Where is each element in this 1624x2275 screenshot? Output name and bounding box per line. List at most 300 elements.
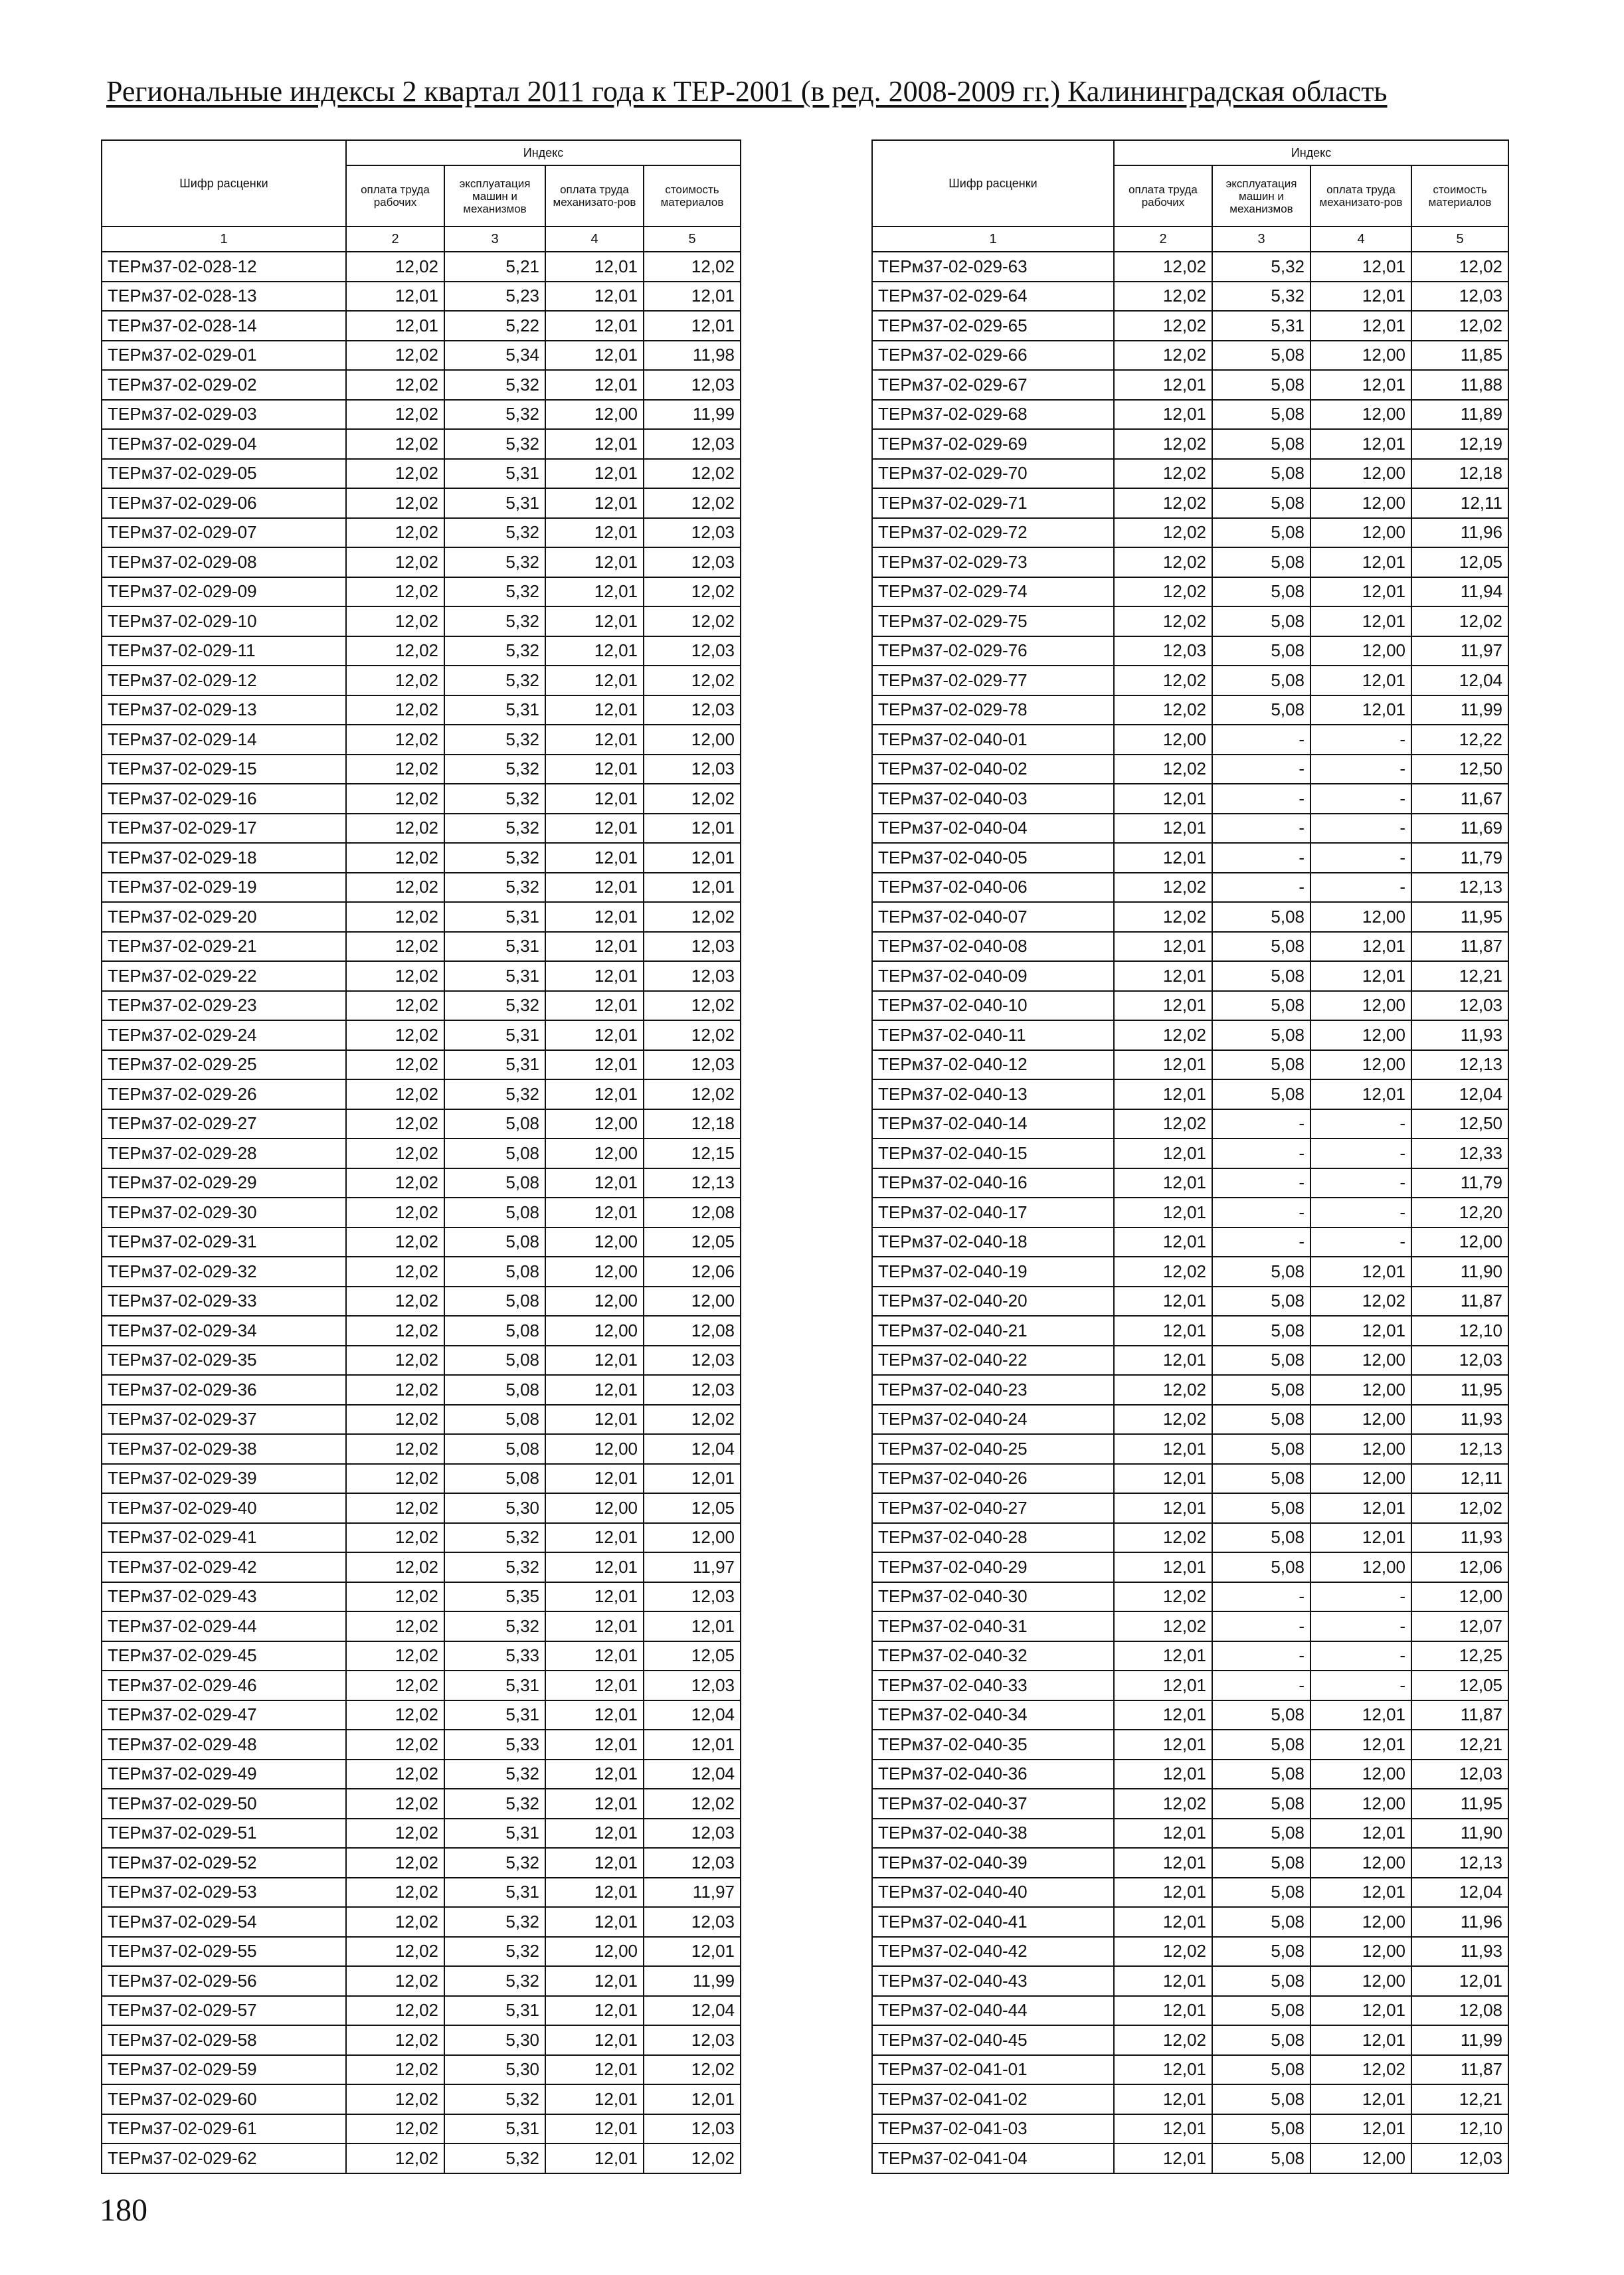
materials-index-cell: 11,87 [1411,2055,1508,2085]
index-table-left [101,139,741,2174]
operators-index-cell: 12,02 [1310,1287,1411,1317]
labor-index-cell: 12,01 [1114,1760,1212,1789]
labor-index-cell: 12,01 [1114,932,1212,962]
labor-index-cell: 12,02 [346,459,444,489]
materials-index-cell: 12,13 [1411,873,1508,903]
table-row [872,459,1508,489]
machines-index-cell: 5,08 [1212,1878,1310,1908]
table-row [102,2025,741,2055]
materials-index-cell: 12,01 [644,814,741,844]
labor-index-cell: 12,02 [346,341,444,371]
column-number: 2 [346,227,444,252]
materials-index-cell: 11,96 [1411,1907,1508,1937]
rate-code-cell: ТЕРм37-02-040-37 [872,1789,1114,1819]
operators-index-cell: 12,01 [1310,1079,1411,1109]
table-row [102,1020,741,1050]
materials-index-cell: 11,95 [1411,1789,1508,1819]
table-row [102,1346,741,1376]
rate-code-cell: ТЕРм37-02-029-40 [102,1493,346,1523]
rate-code-cell: ТЕРм37-02-029-54 [102,1907,346,1937]
operators-index-cell: 12,01 [1310,961,1411,991]
rate-code-cell: ТЕРм37-02-029-45 [102,1641,346,1671]
machines-index-cell: 5,08 [1212,1346,1310,1376]
machines-index-cell: 5,31 [444,459,545,489]
operators-index-cell: 12,00 [1310,1346,1411,1376]
table-row [872,636,1508,666]
labor-index-cell: 12,02 [1114,341,1212,371]
materials-index-cell: 11,90 [1411,1257,1508,1287]
materials-index-cell: 12,01 [644,2084,741,2114]
machines-index-cell: - [1212,843,1310,873]
operators-index-cell: - [1310,1198,1411,1228]
machines-index-cell: 5,31 [1212,311,1310,341]
rate-code-cell: ТЕРм37-02-040-07 [872,902,1114,932]
table-row [102,518,741,548]
labor-index-cell: 12,02 [1114,1257,1212,1287]
labor-index-cell: 12,02 [1114,1020,1212,1050]
materials-index-cell: 12,02 [1411,311,1508,341]
labor-index-cell: 12,02 [346,1020,444,1050]
rate-code-cell: ТЕРм37-02-040-45 [872,2025,1114,2055]
materials-index-cell: 12,50 [1411,1109,1508,1139]
operators-index-cell: 12,01 [1310,1257,1411,1287]
machines-index-cell: - [1212,784,1310,814]
operators-index-cell: 12,01 [545,1700,644,1730]
table-row [102,547,741,577]
table-row [102,784,741,814]
table-row [102,1079,741,1109]
machines-index-cell: 5,32 [444,1523,545,1553]
machines-column-header: эксплуатация машин и механизмов [444,165,545,227]
operators-index-cell: 12,00 [1310,1375,1411,1405]
materials-index-cell: 12,03 [644,932,741,962]
operators-index-cell: 12,01 [545,873,644,903]
code-column-header: Шифр расценки [872,140,1114,227]
index-group-header: Индекс [1114,140,1508,165]
labor-index-cell: 12,01 [1114,1493,1212,1523]
materials-index-cell: 12,05 [644,1641,741,1671]
table-row [872,1966,1508,1996]
machines-index-cell: 5,08 [1212,666,1310,695]
materials-index-cell: 11,79 [1411,843,1508,873]
table-row [872,1287,1508,1317]
machines-index-cell: 5,32 [444,1079,545,1109]
rate-code-cell: ТЕРм37-02-029-67 [872,370,1114,400]
rate-code-cell: ТЕРм37-02-029-71 [872,488,1114,518]
materials-index-cell: 12,02 [644,2143,741,2173]
machines-index-cell: 5,32 [444,1760,545,1789]
rate-code-cell: ТЕРм37-02-029-18 [102,843,346,873]
labor-index-cell: 12,01 [1114,2143,1212,2173]
rate-code-cell: ТЕРм37-02-029-61 [102,2114,346,2144]
operators-index-cell: 12,01 [545,1848,644,1878]
labor-index-cell: 12,02 [1114,1109,1212,1139]
table-row [872,1907,1508,1937]
rate-code-cell: ТЕРм37-02-029-66 [872,341,1114,371]
materials-index-cell: 11,88 [1411,370,1508,400]
materials-index-cell: 12,00 [1411,1228,1508,1257]
labor-index-cell: 12,02 [1114,1937,1212,1967]
materials-index-cell: 11,99 [644,400,741,430]
operators-index-cell: - [1310,1582,1411,1612]
labor-index-cell: 12,02 [346,429,444,459]
operators-index-cell: 12,01 [545,282,644,312]
machines-index-cell: 5,32 [444,606,545,636]
machines-index-cell: 5,31 [444,1700,545,1730]
materials-index-cell: 12,05 [1411,547,1508,577]
rate-code-cell: ТЕРм37-02-029-28 [102,1138,346,1168]
operators-index-cell: 12,00 [1310,459,1411,489]
table-row [872,547,1508,577]
materials-index-cell: 12,13 [1411,1434,1508,1464]
labor-index-cell: 12,02 [346,1641,444,1671]
rate-code-cell: ТЕРм37-02-040-25 [872,1434,1114,1464]
machines-index-cell: 5,08 [1212,1848,1310,1878]
operators-index-cell: 12,01 [545,1878,644,1908]
labor-index-cell: 12,01 [1114,1730,1212,1760]
rate-code-cell: ТЕРм37-02-040-26 [872,1464,1114,1494]
rate-code-cell: ТЕРм37-02-029-10 [102,606,346,636]
machines-index-cell: 5,08 [1212,902,1310,932]
table-row [102,2084,741,2114]
operators-index-cell: 12,02 [1310,2055,1411,2085]
rate-code-cell: ТЕРм37-02-040-40 [872,1878,1114,1908]
labor-index-cell: 12,01 [1114,1907,1212,1937]
table-row [102,1966,741,1996]
materials-index-cell: 12,18 [644,1109,741,1139]
labor-index-cell: 12,01 [346,282,444,312]
machines-index-cell: 5,32 [1212,252,1310,282]
labor-index-cell: 12,01 [1114,1641,1212,1671]
materials-index-cell: 11,97 [644,1552,741,1582]
machines-index-cell: 5,32 [444,873,545,903]
machines-index-cell: 5,08 [444,1346,545,1376]
operators-index-cell: 12,01 [1310,1819,1411,1849]
materials-index-cell: 12,03 [1411,282,1508,312]
materials-index-cell: 12,02 [644,666,741,695]
machines-index-cell: - [1212,755,1310,784]
table-row [102,459,741,489]
labor-index-cell: 12,02 [346,1907,444,1937]
rate-code-cell: ТЕРм37-02-040-44 [872,1996,1114,2026]
rate-code-cell: ТЕРм37-02-029-72 [872,518,1114,548]
operators-index-cell: 12,01 [545,814,644,844]
table-row [872,1198,1508,1228]
operators-index-cell: 12,01 [545,666,644,695]
operators-index-cell: 12,00 [1310,1760,1411,1789]
materials-column-header: стоимость материалов [1411,165,1508,227]
operators-index-cell: - [1310,1138,1411,1168]
rate-code-cell: ТЕРм37-02-029-24 [102,1020,346,1050]
table-row [872,1789,1508,1819]
rate-code-cell: ТЕРм37-02-029-43 [102,1582,346,1612]
table-row [872,252,1508,282]
materials-index-cell: 12,01 [644,1730,741,1760]
operators-index-cell: 12,01 [545,1346,644,1376]
rate-code-cell: ТЕРм37-02-029-53 [102,1878,346,1908]
machines-index-cell: 5,08 [1212,961,1310,991]
labor-index-cell: 12,02 [346,1464,444,1494]
machines-index-cell: - [1212,1582,1310,1612]
operators-index-cell: 12,01 [545,2143,644,2173]
rate-code-cell: ТЕРм37-02-040-23 [872,1375,1114,1405]
materials-index-cell: 12,21 [1411,2084,1508,2114]
rate-code-cell: ТЕРм37-02-040-43 [872,1966,1114,1996]
table-row [872,1878,1508,1908]
machines-index-cell: 5,08 [1212,1050,1310,1080]
labor-index-cell: 12,01 [1114,1966,1212,1996]
machines-index-cell: 5,32 [444,577,545,607]
table-row [102,991,741,1021]
machines-index-cell: 5,30 [444,1493,545,1523]
materials-index-cell: 11,87 [1411,1287,1508,1317]
operators-index-cell: 12,01 [545,429,644,459]
operators-index-cell: - [1310,1641,1411,1671]
labor-index-cell: 12,02 [346,991,444,1021]
column-number: 2 [1114,227,1212,252]
labor-index-cell: 12,01 [1114,1346,1212,1376]
operators-index-cell: 12,01 [545,1996,644,2026]
operators-index-cell: 12,01 [545,636,644,666]
materials-index-cell: 12,02 [644,784,741,814]
labor-index-cell: 12,01 [1114,1138,1212,1168]
table-row [102,252,741,282]
machines-index-cell: 5,31 [444,1050,545,1080]
rate-code-cell: ТЕРм37-02-040-09 [872,961,1114,991]
machines-index-cell: 5,31 [444,1996,545,2026]
labor-index-cell: 12,02 [346,1138,444,1168]
labor-index-cell: 12,02 [1114,666,1212,695]
materials-index-cell: 11,87 [1411,932,1508,962]
table-row [102,843,741,873]
machines-index-cell: 5,08 [1212,1020,1310,1050]
rate-code-cell: ТЕРм37-02-029-01 [102,341,346,371]
table-row [872,1316,1508,1346]
labor-index-cell: 12,02 [346,961,444,991]
table-row [872,2055,1508,2085]
table-row [872,814,1508,844]
operators-index-cell: 12,01 [1310,370,1411,400]
machines-index-cell: 5,08 [1212,459,1310,489]
operators-index-cell: 12,01 [1310,666,1411,695]
column-number: 3 [444,227,545,252]
machines-index-cell: 5,31 [444,1878,545,1908]
materials-index-cell: 12,03 [644,695,741,725]
materials-index-cell: 12,02 [644,488,741,518]
column-number: 1 [102,227,346,252]
operators-index-cell: 12,00 [1310,1966,1411,1996]
labor-index-cell: 12,01 [1114,1050,1212,1080]
machines-index-cell: - [1212,1109,1310,1139]
operators-index-cell: 12,01 [545,1020,644,1050]
rate-code-cell: ТЕРм37-02-029-58 [102,2025,346,2055]
table-row [102,725,741,755]
operators-index-cell: 12,01 [545,252,644,282]
labor-index-cell: 12,02 [346,1700,444,1730]
labor-index-cell: 12,02 [346,1287,444,1317]
rate-code-cell: ТЕРм37-02-029-29 [102,1168,346,1198]
rate-code-cell: ТЕРм37-02-029-05 [102,459,346,489]
rate-code-cell: ТЕРм37-02-029-48 [102,1730,346,1760]
machines-index-cell: 5,33 [444,1730,545,1760]
labor-index-cell: 12,01 [1114,1819,1212,1849]
table-row [102,1434,741,1464]
rate-code-cell: ТЕРм37-02-041-04 [872,2143,1114,2173]
machines-index-cell: 5,08 [1212,1493,1310,1523]
operators-index-cell: 12,01 [545,784,644,814]
labor-index-cell: 12,02 [346,695,444,725]
labor-index-cell: 12,02 [1114,577,1212,607]
table-row [102,1198,741,1228]
table-row [102,2143,741,2173]
materials-index-cell: 11,93 [1411,1405,1508,1435]
machines-index-cell: - [1212,1641,1310,1671]
operators-index-cell: 12,01 [1310,1316,1411,1346]
page-number: 180 [100,2193,147,2228]
machines-index-cell: 5,08 [444,1316,545,1346]
materials-index-cell: 12,04 [644,1434,741,1464]
labor-index-cell: 12,01 [1114,1848,1212,1878]
table-row [102,1228,741,1257]
operators-index-cell: - [1310,1109,1411,1139]
table-row [102,1730,741,1760]
table-row [872,873,1508,903]
operators-index-cell: 12,01 [545,1552,644,1582]
operators-index-cell: 12,01 [545,1050,644,1080]
table-row [102,2055,741,2085]
labor-index-cell: 12,02 [346,1050,444,1080]
rate-code-cell: ТЕРм37-02-040-19 [872,1257,1114,1287]
materials-index-cell: 12,15 [644,1138,741,1168]
table-row [872,1641,1508,1671]
operators-index-cell: 12,01 [545,1819,644,1849]
operators-index-cell: 12,01 [545,341,644,371]
machines-index-cell: 5,08 [1212,518,1310,548]
machines-index-cell: 5,32 [444,784,545,814]
table-row [872,400,1508,430]
operators-index-cell: 12,01 [545,843,644,873]
machines-index-cell: 5,08 [1212,1464,1310,1494]
machines-index-cell: 5,31 [444,902,545,932]
machines-index-cell: 5,34 [444,341,545,371]
materials-index-cell: 12,03 [1411,991,1508,1021]
machines-index-cell: 5,31 [444,961,545,991]
machines-index-cell: 5,32 [444,370,545,400]
materials-index-cell: 12,03 [644,1848,741,1878]
materials-index-cell: 12,20 [1411,1198,1508,1228]
labor-index-cell: 12,02 [346,577,444,607]
materials-index-cell: 12,05 [1411,1671,1508,1700]
rate-code-cell: ТЕРм37-02-029-12 [102,666,346,695]
table-row [102,1700,741,1730]
rate-code-cell: ТЕРм37-02-029-37 [102,1405,346,1435]
machines-index-cell: 5,08 [1212,1552,1310,1582]
labor-index-cell: 12,02 [346,518,444,548]
materials-index-cell: 12,03 [644,1050,741,1080]
machines-index-cell: 5,08 [1212,1730,1310,1760]
rate-code-cell: ТЕРм37-02-029-75 [872,606,1114,636]
machines-index-cell: 5,08 [1212,547,1310,577]
rate-code-cell: ТЕРм37-02-029-19 [102,873,346,903]
rate-code-cell: ТЕРм37-02-029-56 [102,1966,346,1996]
materials-index-cell: 12,02 [1411,252,1508,282]
materials-index-cell: 11,97 [1411,636,1508,666]
operators-index-cell: 12,00 [545,1109,644,1139]
materials-index-cell: 12,00 [644,725,741,755]
index-group-header: Индекс [346,140,741,165]
machines-index-cell: 5,32 [444,1966,545,1996]
labor-index-cell: 12,02 [346,1405,444,1435]
machines-index-cell: 5,32 [444,429,545,459]
operators-index-cell: 12,01 [545,695,644,725]
machines-index-cell: 5,08 [1212,1789,1310,1819]
table-row [102,1316,741,1346]
operators-index-cell: 12,01 [545,311,644,341]
table-row [872,1671,1508,1700]
materials-index-cell: 12,08 [644,1316,741,1346]
operators-index-cell: 12,00 [1310,1020,1411,1050]
table-row [872,1079,1508,1109]
table-row [872,2114,1508,2144]
labor-index-cell: 12,02 [346,1996,444,2026]
labor-index-cell: 12,02 [346,1819,444,1849]
machines-index-cell: 5,08 [1212,1257,1310,1287]
labor-index-cell: 12,02 [346,547,444,577]
table-row [102,1168,741,1198]
materials-index-cell: 12,19 [1411,429,1508,459]
machines-index-cell: - [1212,1671,1310,1700]
materials-index-cell: 12,03 [1411,1760,1508,1789]
materials-index-cell: 12,01 [1411,1966,1508,1996]
operators-index-cell: 12,01 [1310,1523,1411,1553]
materials-index-cell: 12,01 [644,1611,741,1641]
table-row [872,1375,1508,1405]
machines-index-cell: 5,08 [444,1168,545,1198]
machines-index-cell: 5,23 [444,282,545,312]
labor-index-cell: 12,02 [346,932,444,962]
materials-index-cell: 12,03 [644,370,741,400]
operators-index-cell: 12,01 [545,1641,644,1671]
operators-index-cell: 12,01 [1310,1493,1411,1523]
rate-code-cell: ТЕРм37-02-040-08 [872,932,1114,962]
operators-index-cell: - [1310,1228,1411,1257]
rate-code-cell: ТЕРм37-02-040-42 [872,1937,1114,1967]
materials-index-cell: 12,13 [1411,1050,1508,1080]
machines-index-cell: 5,08 [1212,370,1310,400]
machines-index-cell: 5,08 [1212,1819,1310,1849]
operators-index-cell: - [1310,843,1411,873]
table-row [872,1582,1508,1612]
table-row [872,755,1508,784]
page-title: Региональные индексы 2 квартал 2011 года к ТЕР-2001 (в ред. 2008-2009 гг.) Калининградская область [106,75,1388,108]
machines-index-cell: 5,08 [1212,1760,1310,1789]
rate-code-cell: ТЕРм37-02-029-70 [872,459,1114,489]
labor-index-cell: 12,02 [1114,902,1212,932]
labor-index-cell: 12,02 [1114,459,1212,489]
table-row [872,1138,1508,1168]
table-row [102,429,741,459]
table-row [872,991,1508,1021]
rate-code-cell: ТЕРм37-02-040-13 [872,1079,1114,1109]
operators-index-cell: 12,01 [545,1464,644,1494]
machines-index-cell: 5,08 [1212,1375,1310,1405]
column-number: 5 [644,227,741,252]
operators-index-cell: 12,01 [545,1907,644,1937]
operators-index-cell: - [1310,873,1411,903]
labor-index-cell: 12,02 [1114,547,1212,577]
rate-code-cell: ТЕРм37-02-029-17 [102,814,346,844]
rate-code-cell: ТЕРм37-02-029-64 [872,282,1114,312]
